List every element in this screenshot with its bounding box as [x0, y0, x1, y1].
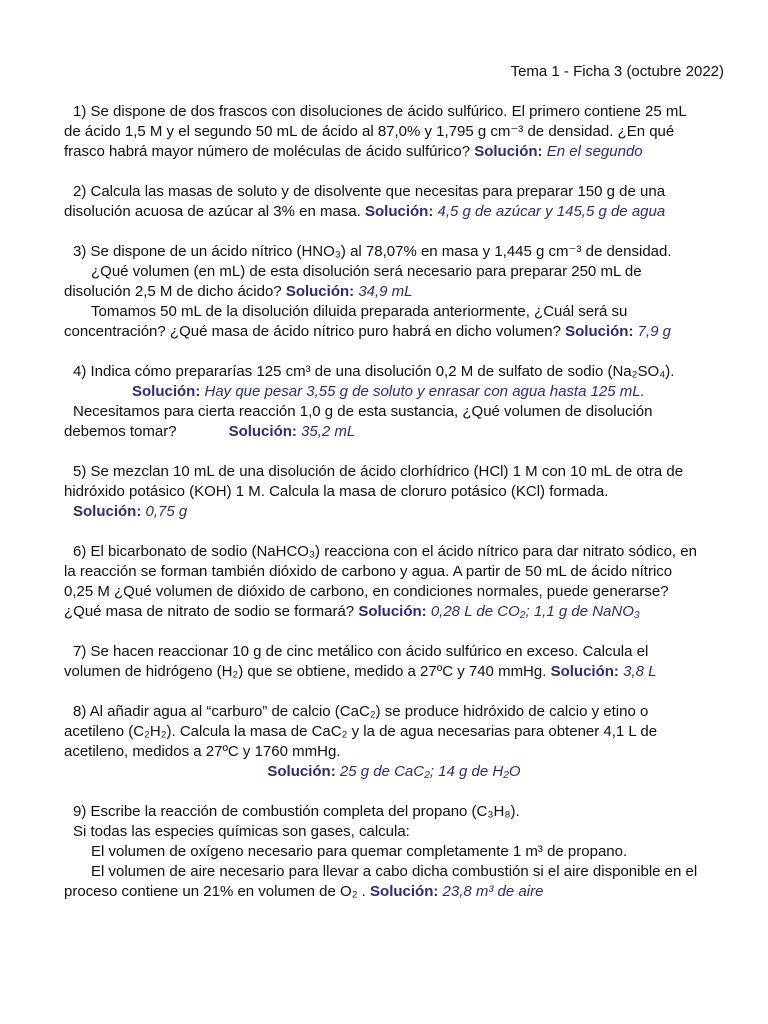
problem-text-line: la reacción se forman también dióxido de carbono y agua. A partir de 50 mL de ácido nítrico: [64, 563, 673, 580]
solution-line: [64, 502, 724, 522]
problem-7: [64, 642, 724, 682]
problem-9: [64, 802, 724, 902]
solution-line: [64, 382, 724, 402]
problem-text-line: acetileno, medidos a 27ºC y 1760 mmHg.: [64, 743, 341, 760]
problem-1: [64, 102, 724, 162]
problem-3: [64, 242, 724, 342]
solution-label: Solución:: [73, 503, 142, 520]
problem-text-line: 2) Calcula las masas de soluto y de disolvente que necesitas para preparar 150 g de una: [73, 183, 666, 200]
solution-value: 3,8 L: [623, 663, 657, 680]
solution-line: [64, 762, 724, 782]
problem-text: disolución acuosa de azúcar al 3% en masa.: [64, 203, 361, 220]
problem-text: volumen de hidrógeno (H₂) que se obtiene, medido a 27ºC y 740 mmHg.: [64, 663, 547, 680]
problem-8: [64, 702, 724, 782]
solution-label: Solución:: [267, 763, 336, 780]
problem-text-line: [64, 282, 724, 302]
problem-text-line: [64, 662, 724, 682]
solution-value: 0,28 L de CO₂; 1,1 g de NaNO₃: [430, 603, 640, 620]
solution-label: Solución:: [370, 883, 439, 900]
problem-5: [64, 462, 724, 522]
problem-text-line: Necesitamos para cierta reacción 1,0 g de esta sustancia, ¿Qué volumen de disolución: [73, 403, 653, 420]
problem-text-line: 8) Al añadir agua al “carburo” de calcio (CaC₂) se produce hidróxido de calcio y etino o: [73, 703, 649, 720]
problem-6: [64, 542, 724, 622]
problem-text-line: 4) Indica cómo prepararías 125 cm³ de una disolución 0,2 M de sulfato de sodio (Na₂SO₄).: [73, 363, 675, 380]
problem-text-line: ¿Qué volumen (en mL) de esta disolución será necesario para preparar 250 mL de: [91, 263, 642, 280]
problem-text-line: [64, 602, 724, 622]
solution-label: Solución:: [474, 143, 543, 160]
problem-text-line: 9) Escribe la reacción de combustión completa del propano (C₃H₈).: [73, 803, 520, 820]
page-header: Tema 1 - Ficha 3 (octubre 2022): [510, 63, 724, 80]
problem-text-line: Tomamos 50 mL de la disolución diluida preparada anteriormente, ¿Cuál será su: [91, 303, 628, 320]
solution-value: En el segundo: [546, 143, 643, 160]
problem-text-line: [64, 202, 724, 222]
problem-4: [64, 362, 724, 442]
problem-text-line: 7) Se hacen reaccionar 10 g de cinc metálico con ácido sulfúrico en exceso. Calcula el: [73, 643, 649, 660]
problem-text-line: acetileno (C₂H₂). Calcula la masa de CaC₂ y la de agua necesarias para obtener 4,1 L de: [64, 723, 658, 740]
problem-text-line: [64, 322, 724, 342]
problem-text-line: Si todas las especies químicas son gases, calcula:: [73, 823, 410, 840]
solution-label: Solución:: [365, 203, 434, 220]
problem-text-line: [64, 882, 724, 902]
solution-label: Solución:: [550, 663, 619, 680]
problem-text-line: de ácido 1,5 M y el segundo 50 mL de ácido al 87,0% y 1,795 g cm⁻³ de densidad. ¿En qué: [64, 123, 675, 140]
solution-value: 23,8 m³ de aire: [442, 883, 544, 900]
problem-text-line: El volumen de oxígeno necesario para quemar completamente 1 m³ de propano.: [91, 843, 628, 860]
problem-text-line: El volumen de aire necesario para llevar a cabo dicha combustión si el aire disponible en el: [91, 863, 698, 880]
solution-value: 35,2 mL: [301, 423, 356, 440]
solution-value: 34,9 mL: [358, 283, 413, 300]
solution-value: 7,9 g: [637, 323, 672, 340]
problem-text-line: hidróxido potásico (KOH) 1 M. Calcula la masa de cloruro potásico (KCl) formada.: [64, 483, 609, 500]
problem-text: proceso contiene un 21% en volumen de O₂ .: [64, 883, 366, 900]
problem-text: concentración? ¿Qué masa de ácido nítrico puro habrá en dicho volumen?: [64, 323, 561, 340]
solution-value: 25 g de CaC₂; 14 g de H₂O: [339, 763, 521, 780]
solution-value: 0,75 g: [145, 503, 188, 520]
solution-value: 4,5 g de azúcar y 145,5 g de agua: [437, 203, 666, 220]
problem-text-line: 6) El bicarbonato de sodio (NaHCO₃) reacciona con el ácido nítrico para dar nitrato sódico, en: [73, 543, 697, 560]
problem-text: frasco habrá mayor número de moléculas de ácido sulfúrico?: [64, 143, 471, 160]
problem-text-line: [64, 422, 724, 442]
solution-label: Solución:: [228, 423, 297, 440]
solution-label: Solución:: [132, 383, 201, 400]
problem-text-line: [64, 142, 724, 162]
problem-text-line: 0,25 M ¿Qué volumen de dióxido de carbono, en condiciones normales, puede generarse?: [64, 583, 669, 600]
solution-label: Solución:: [285, 283, 355, 300]
problem-text: disolución 2,5 M de dicho ácido?: [64, 283, 282, 300]
problem-text: debemos tomar?: [64, 423, 177, 440]
document-page: [64, 62, 724, 922]
problem-text-line: 5) Se mezclan 10 mL de una disolución de ácido clorhídrico (HCl) 1 M con 10 mL de otra de: [73, 463, 684, 480]
problem-2: [64, 182, 724, 222]
problem-text-line: 3) Se dispone de un ácido nítrico (HNO₃) al 78,07% en masa y 1,445 g cm⁻³ de densidad.: [73, 243, 672, 260]
solution-value: Hay que pesar 3,55 g de soluto y enrasar con agua hasta 125 mL.: [204, 383, 645, 400]
solution-label: Solución:: [358, 603, 427, 620]
problem-text: ¿Qué masa de nitrato de sodio se formará?: [64, 603, 355, 620]
solution-label: Solución:: [565, 323, 634, 340]
problem-text-line: 1) Se dispone de dos frascos con disoluciones de ácido sulfúrico. El primero contiene 25 mL: [73, 103, 687, 120]
